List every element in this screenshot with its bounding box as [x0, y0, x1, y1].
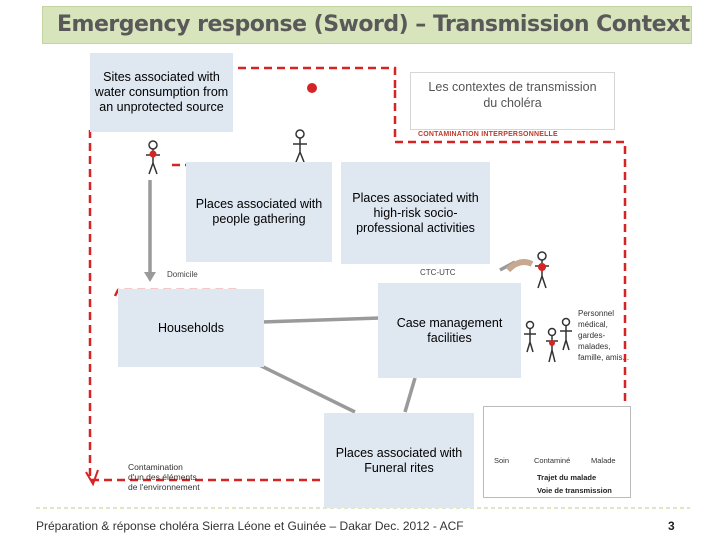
- footer-text: Préparation & réponse choléra Sierra Léone et Guinée – Dakar Dec. 2012 - ACF: [36, 519, 464, 533]
- path-ctc-funeral: [405, 378, 415, 412]
- box-professional: [341, 162, 490, 264]
- box-funeral: [324, 413, 474, 508]
- label-personnel: Personnel médical, gardes-malades, famille, amis...: [578, 309, 630, 362]
- box-gathering-label: Places associated with people gathering: [195, 197, 323, 226]
- legend-title-card: [410, 72, 615, 130]
- box-gathering: [186, 162, 332, 262]
- box-case-management-label: Case management facilities: [396, 315, 503, 345]
- box-water-sites-label: Sites associated with water consumption from an unprotected source: [94, 70, 229, 114]
- legend-title: Les contextes de transmission du choléra: [428, 80, 597, 110]
- box-households-label: Households: [157, 320, 224, 335]
- legend-label-contamine: Contaminé: [534, 456, 571, 465]
- label-contamination-interpersonnelle: CONTAMINATION INTERPERSONNELLE: [418, 131, 558, 138]
- figure-water: [146, 141, 160, 174]
- box-households: [118, 289, 264, 367]
- legend-box: [483, 406, 631, 498]
- legend-label-soin: Soin: [494, 456, 510, 465]
- path-household-ctc: [262, 318, 380, 322]
- box-professional-label: Places associated with high-risk socio-professional activities: [352, 190, 479, 235]
- legend-label-malade: Malade: [591, 456, 616, 465]
- figure-ctc: [535, 252, 549, 288]
- page-number: 3: [668, 519, 675, 533]
- figure-group: [524, 319, 572, 363]
- label-domicile: Domicile: [167, 270, 198, 279]
- arrow-domicile: [144, 272, 156, 282]
- contamination-dot: [307, 83, 317, 93]
- figure-top: [293, 130, 307, 162]
- box-funeral-label: Places associated with Funeral rites: [335, 445, 463, 475]
- legend-label-voie: Voie de transmission: [537, 486, 612, 495]
- label-ctc: CTC-UTC: [420, 268, 456, 277]
- legend-label-trajet: Trajet du malade: [537, 473, 597, 482]
- box-case-management: [378, 283, 521, 378]
- page-title: Emergency response (Sword) – Transmission Context: [57, 12, 690, 37]
- arrow-env: [86, 470, 98, 484]
- stretcher-shape: [508, 262, 532, 270]
- label-environnement: Contamination d'un des éléments de l'environnement: [128, 462, 200, 492]
- box-water-sites: [90, 53, 233, 132]
